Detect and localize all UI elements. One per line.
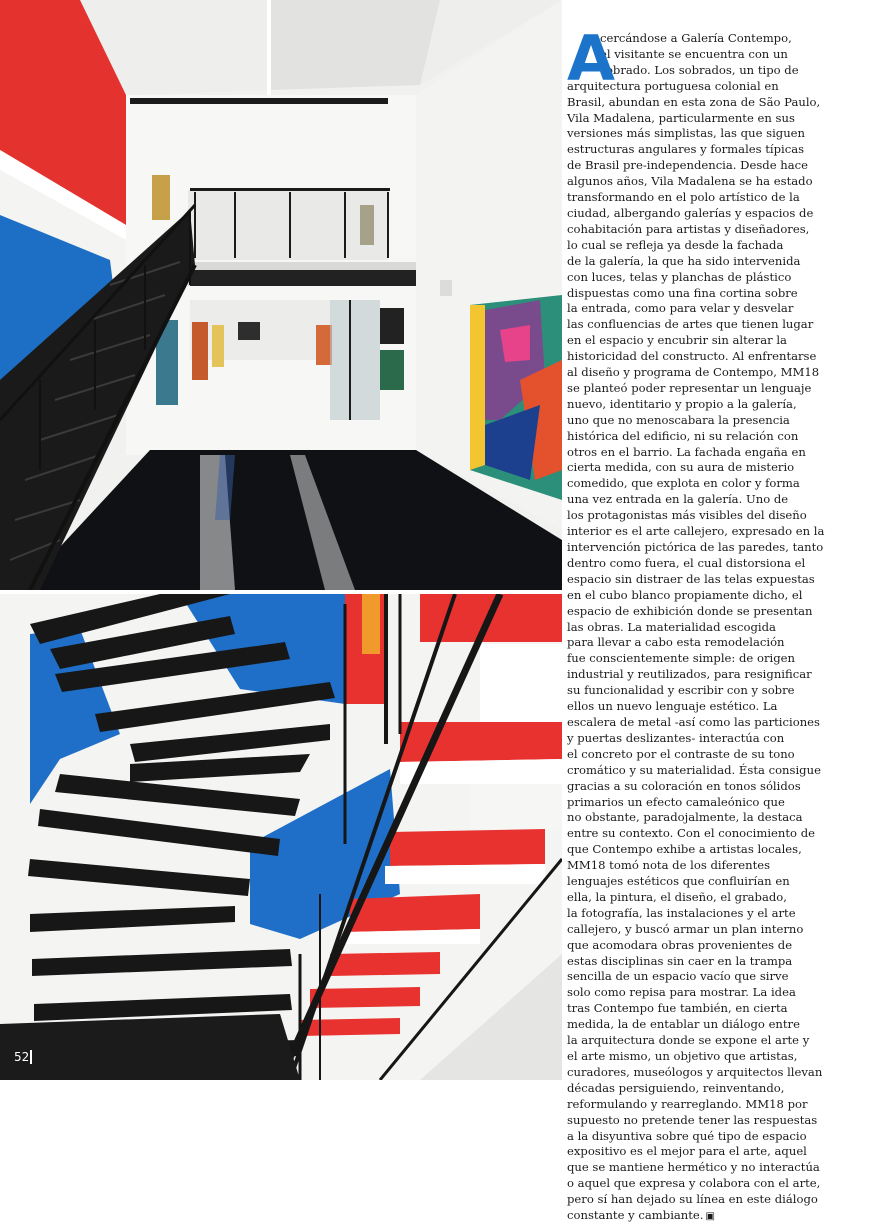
article-line: Vila Madalena, particularmente en sus — [567, 110, 795, 125]
article-line: ellos un nuevo lenguaje estético. La — [567, 699, 778, 714]
article-line: otros en el barrio. La fachada engaña en — [567, 444, 806, 459]
article-line: el concreto por el contraste de su tono — [567, 746, 795, 761]
gallery-interior-photo — [0, 0, 562, 590]
article-line: expositivo es el mejor para el arte, aquel — [567, 1144, 807, 1159]
article-line: el arte mismo, un objetivo que artistas, — [567, 1049, 798, 1063]
article-line: que acomodara obras provenientes de — [567, 937, 793, 952]
article-line: una vez entrada en la galería. Uno de — [567, 492, 789, 507]
article-line: curadores, museólogos y arquitectos llevan — [567, 1064, 823, 1079]
article-line: estas disciplinas sin caer en la trampa — [567, 953, 793, 968]
article-body — [567, 22, 867, 1225]
article-line: histórica del edificio, ni su relación con — [567, 428, 799, 443]
article-line: cohabitación para artistas y diseñadores, — [567, 221, 810, 236]
page-number: 52 — [14, 1050, 30, 1064]
article-line: al diseño y programa de Contempo, MM18 — [567, 365, 820, 380]
article-line: ciudad, albergando galerías y espacios de — [567, 205, 814, 220]
article-line: sobrado. Los sobrados, un tipo de — [600, 62, 799, 77]
article-line: lo cual se refleja ya desde la fachada — [567, 237, 784, 252]
article-line: arquitectura portuguesa colonial en — [567, 78, 779, 93]
article-line: cercándose a Galería Contempo, — [600, 31, 792, 45]
drop-cap: A — [567, 22, 615, 95]
article-line: sencilla de un espacio vacío que sirve — [567, 969, 789, 984]
article-line: espacio sin distraer de las telas expuestas — [567, 571, 815, 586]
article-line: en el cubo blanco propiamente dicho, el — [567, 587, 803, 602]
article-line: las obras. La materialidad escogida — [567, 619, 776, 634]
article-line: escalera de metal -así como las particiones — [567, 714, 820, 729]
article-line: algunos años, Vila Madalena se ha estado — [567, 174, 813, 189]
article-text — [567, 22, 867, 1225]
article-line: cromático y su materialidad. Ésta consigue — [567, 762, 821, 777]
article-line: o aquel que expresa y colabora con el arte, — [567, 1176, 821, 1191]
article-line: con luces, telas y planchas de plástico — [567, 269, 792, 284]
article-line: décadas persiguiendo, reinventando, — [567, 1080, 785, 1095]
article-line: solo como repisa para mostrar. La idea — [567, 985, 796, 1000]
article-line: de Brasil pre-independencia. Desde hace — [567, 158, 808, 173]
article-line: intervención pictórica de las paredes, tanto — [567, 540, 824, 554]
article-line: ella, la pintura, el diseño, el grabado, — [567, 889, 787, 904]
gallery-interior-illustration — [0, 0, 562, 590]
article-line-text: constante y cambiante. — [567, 1208, 704, 1223]
article-line: nuevo, identitario y propio a la galería, — [567, 396, 797, 411]
article-line: uno que no menoscabara la presencia — [567, 412, 790, 427]
article-line — [567, 1208, 867, 1225]
article-line: MM18 tomó nota de los diferentes — [567, 858, 771, 873]
article-line: dentro como fuera, el cual distorsiona el — [567, 555, 806, 570]
article-line: medida, la de entablar un diálogo entre — [567, 1017, 800, 1032]
article-line: que Contempo exhibe a artistas locales, — [567, 842, 802, 857]
article-line: el visitante se encuentra con un — [600, 46, 788, 61]
article-line: la entrada, como para velar y desvelar — [567, 301, 794, 316]
article-line: para llevar a cabo esta remodelación — [567, 635, 785, 650]
article-line: entre su contexto. Con el conocimiento de — [567, 826, 815, 841]
end-of-article-icon: ▣ — [705, 1211, 715, 1223]
painted-staircase-illustration — [0, 594, 562, 1080]
painted-staircase-photo — [0, 594, 562, 1080]
article-line: cierta medida, con su aura de misterio — [567, 460, 795, 475]
article-line: transformando en el polo artístico de la — [567, 190, 800, 205]
article-line: Brasil, abundan en esta zona de São Paulo, — [567, 94, 821, 109]
article-line: y puertas deslizantes- interactúa con — [567, 730, 785, 745]
article-line: dispuestas como una fina cortina sobre — [567, 285, 798, 300]
folio-divider — [30, 1050, 32, 1064]
article-line: primarios un efecto camaleónico que — [567, 794, 785, 809]
article-line: la fotografía, las instalaciones y el arte — [567, 905, 796, 920]
article-line: de la galería, la que ha sido intervenida — [567, 253, 801, 268]
article-line: las confluencias de artes que tienen lugar — [567, 317, 814, 332]
article-line: estructuras angulares y formales típicas — [567, 142, 805, 157]
article-line: su funcionalidad y escribir con y sobre — [567, 683, 795, 698]
article-line: a la disyuntiva sobre qué tipo de espacio — [567, 1128, 807, 1143]
article-line: espacio de exhibición donde se presentan — [567, 603, 813, 618]
article-line: se planteó poder representar un lenguaje — [567, 380, 812, 395]
article-line: tras Contempo fue también, en cierta — [567, 1001, 788, 1016]
article-line: versiones más simplistas, las que siguen — [567, 126, 805, 141]
article-line: la arquitectura donde se expone el arte y — [567, 1033, 810, 1048]
article-line: callejero, y buscó armar un plan interno — [567, 921, 804, 936]
article-line: reformulando y rearreglando. MM18 por — [567, 1096, 808, 1111]
article-line: historicidad del constructo. Al enfrentarse — [567, 349, 817, 364]
article-line: lenguajes estéticos que confluirían en — [567, 874, 790, 889]
article-line: interior es el arte callejero, expresado en la — [567, 524, 825, 539]
article-line: supuesto no pretende tener las respuestas — [567, 1112, 818, 1127]
article-line: en el espacio y encubrir sin alterar la — [567, 333, 787, 348]
article-line: que se mantiene hermético y no interactúa — [567, 1160, 820, 1175]
article-line: industrial y reutilizados, para resignificar — [567, 667, 812, 682]
article-line: comedido, que explota en color y forma — [567, 476, 800, 491]
article-line: los protagonistas más visibles del diseño — [567, 508, 807, 523]
article-line: no obstante, paradojalmente, la destaca — [567, 810, 803, 825]
article-line: fue conscientemente simple: de origen — [567, 651, 795, 666]
article-line: gracias a su coloración en tonos sólidos — [567, 778, 801, 793]
article-line: pero sí han dejado su línea en este diálogo — [567, 1192, 818, 1207]
